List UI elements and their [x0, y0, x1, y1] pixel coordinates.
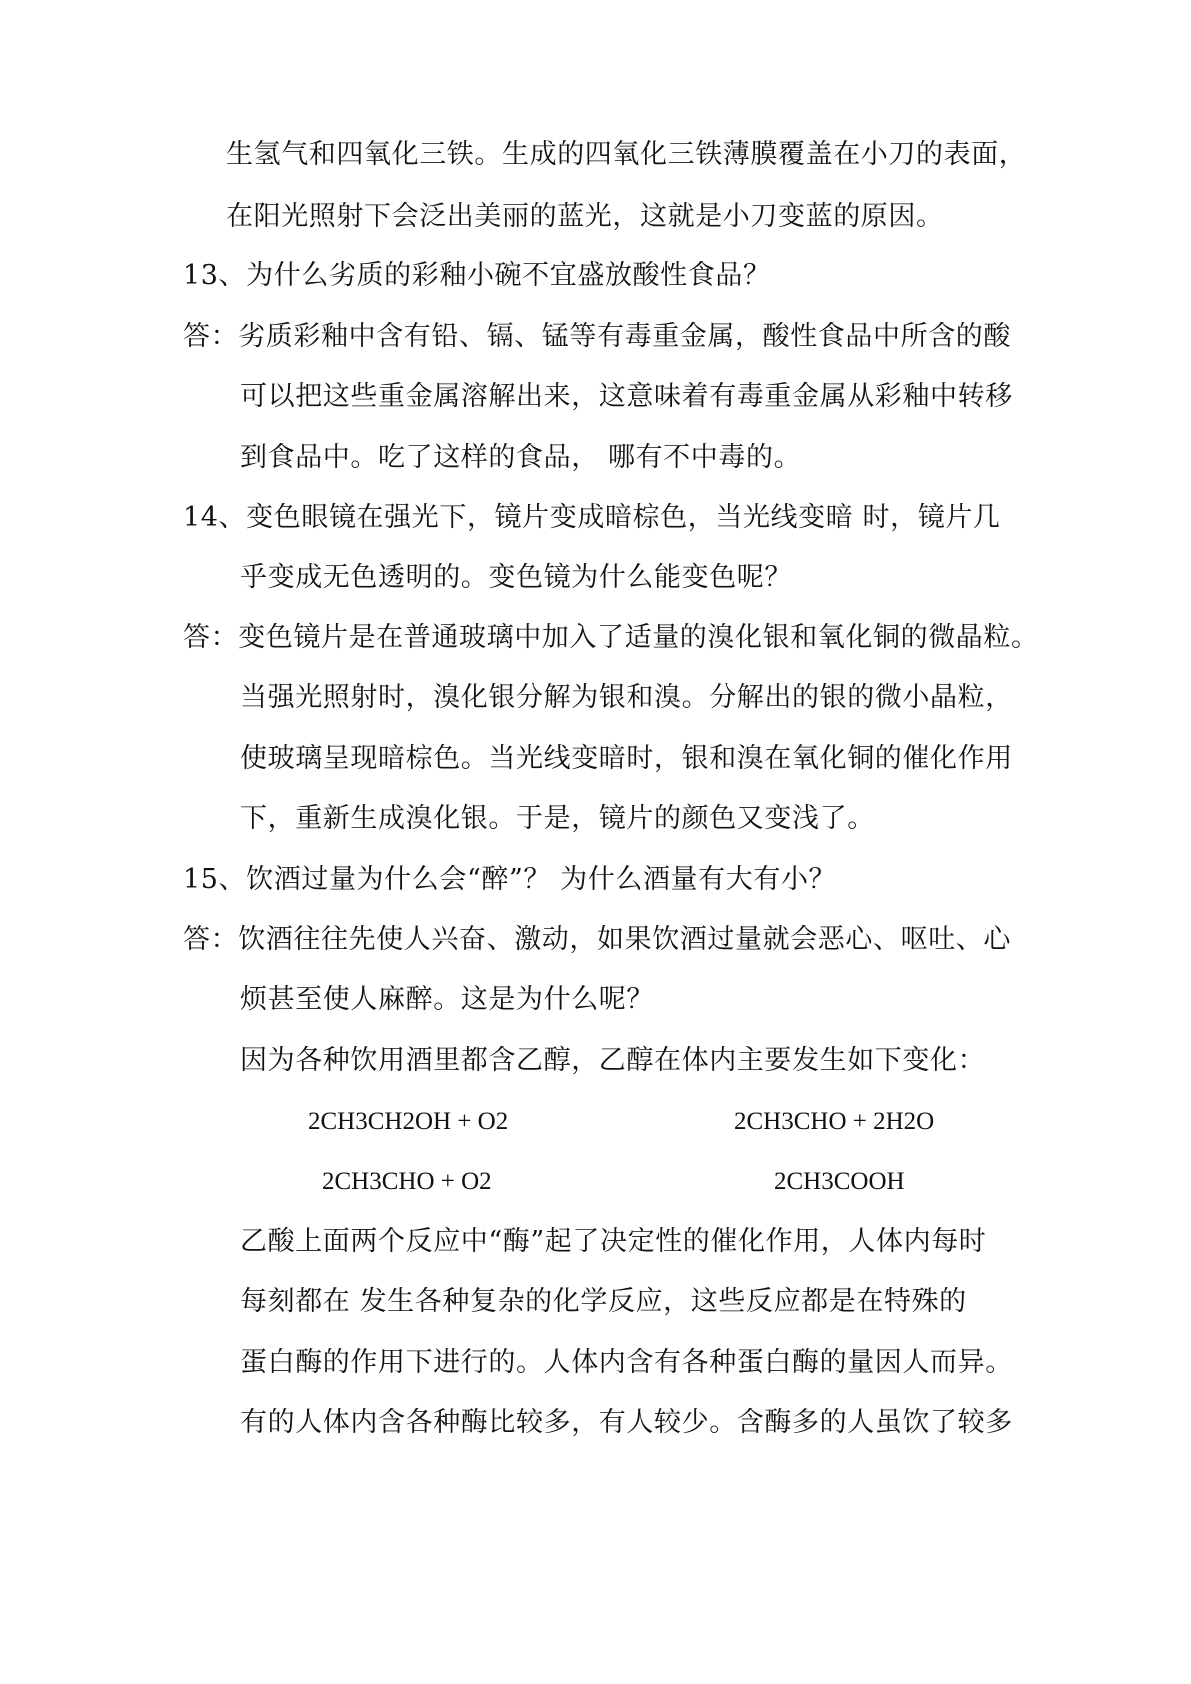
answer-14-line: 下，重新生成溴化银。于是，镜片的颜色又变浅了。 [240, 803, 875, 834]
answer-13-line: 可以把这些重金属溶解出来，这意味着有毒重金属从彩釉中转移 [240, 381, 1013, 412]
equation-2-products: 2CH3COOH [774, 1168, 905, 1195]
answer-15-line: 每刻都在 发生各种复杂的化学反应，这些反应都是在特殊的 [240, 1286, 967, 1317]
paragraph-line: 在阳光照射下会泛出美丽的蓝光，这就是小刀变蓝的原因。 [226, 201, 944, 232]
paragraph-line: 生氢气和四氧化三铁。生成的四氧化三铁薄膜覆盖在小刀的表面， [226, 139, 1027, 170]
answer-14-line: 答：变色镜片是在普通玻璃中加入了适量的溴化银和氧化铜的微晶粒。 [183, 622, 1039, 653]
answer-14-line: 当强光照射时，溴化银分解为银和溴。分解出的银的微小晶粒， [240, 682, 1013, 713]
answer-15-line: 有的人体内含各种酶比较多，有人较少。含酶多的人虽饮了较多 [240, 1407, 1013, 1438]
equation-1-products: 2CH3CHO + 2H2O [734, 1108, 935, 1135]
answer-15-line: 蛋白酶的作用下进行的。人体内含有各种蛋白酶的量因人而异。 [240, 1347, 1013, 1378]
answer-15-line: 因为各种饮用酒里都含乙醇，乙醇在体内主要发生如下变化： [240, 1045, 986, 1076]
question-14-line: 乎变成无色透明的。变色镜为什么能变色呢？ [240, 562, 792, 593]
answer-14-line: 使玻璃呈现暗棕色。当光线变暗时，银和溴在氧化铜的催化作用 [240, 743, 1013, 774]
answer-15-line: 烦甚至使人麻醉。这是为什么呢？ [240, 984, 654, 1015]
answer-13-line: 答：劣质彩釉中含有铅、镉、锰等有毒重金属，酸性食品中所含的酸 [183, 321, 1011, 352]
equation-2-reactants: 2CH3CHO + O2 [322, 1168, 492, 1195]
answer-15-line: 乙酸上面两个反应中“酶”起了决定性的催化作用，人体内每时 [240, 1226, 987, 1257]
answer-13-line: 到食品中。吃了这样的食品， 哪有不中毒的。 [240, 442, 802, 473]
question-15: 15、饮酒过量为什么会“醉”？ 为什么酒量有大有小？ [183, 864, 837, 895]
question-13: 13、为什么劣质的彩釉小碗不宜盛放酸性食品？ [183, 260, 771, 291]
equation-1-reactants: 2CH3CH2OH + O2 [308, 1108, 509, 1135]
answer-15-line: 答：饮酒往往先使人兴奋、激动，如果饮酒过量就会恶心、呕吐、心 [183, 924, 1011, 955]
question-14-line: 14、变色眼镜在强光下，镜片变成暗棕色，当光线变暗 时，镜片几 [183, 502, 1001, 533]
